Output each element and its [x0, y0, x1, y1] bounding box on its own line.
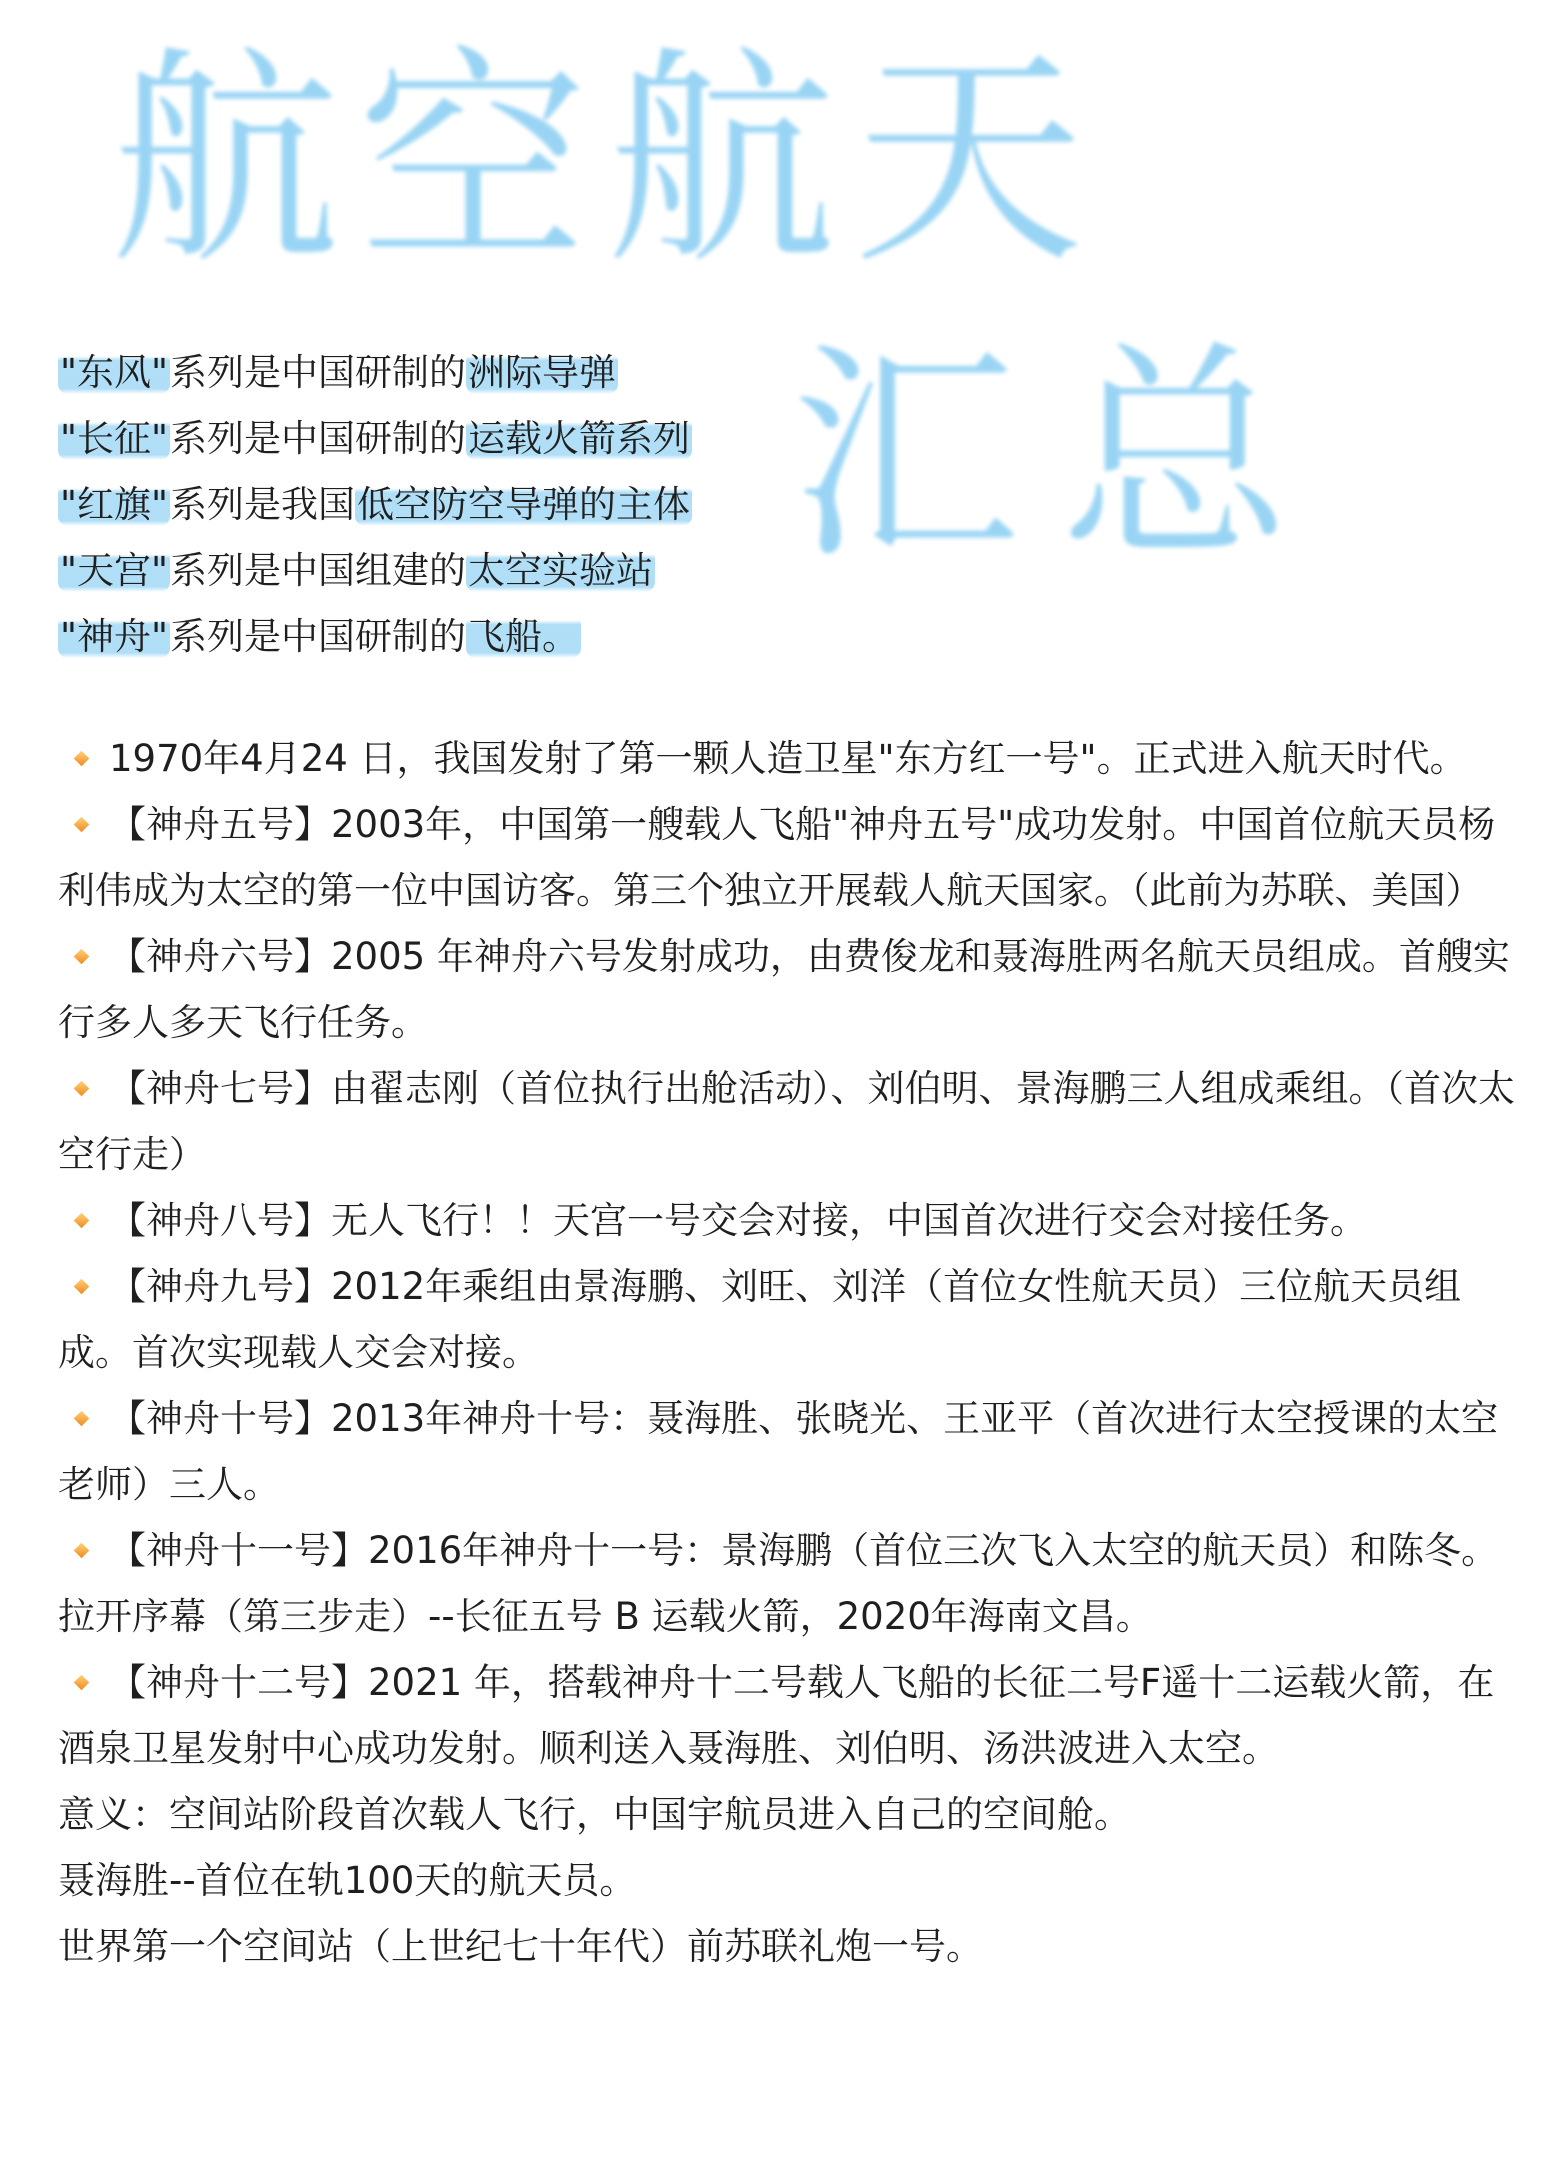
- series-type: 飞船。: [468, 615, 580, 658]
- timeline-item: 1970年4月24 日，我国发射了第一颗人造卫星"东方红一号"。正式进入航天时代。: [58, 726, 1518, 792]
- timeline-item: 【神舟六号】2005 年神舟六号发射成功，由费俊龙和聂海胜两名航天员组成。首艘实行多人多天飞行任务。: [58, 935, 1510, 1044]
- series-name: "东风": [60, 351, 169, 394]
- diamond-bullet-icon: [74, 1543, 90, 1559]
- timeline-item: 【神舟五号】2003年，中国第一艘载人飞船"神舟五号"成功发射。中国首位航天员杨利伟成为太空的第一位中国访客。第三个独立开展载人航天国家。（此前为苏联、美国）: [58, 803, 1496, 912]
- series-type: 太空实验站: [468, 549, 654, 592]
- series-name: "红旗": [60, 483, 169, 526]
- summary-line-changzheng: [58, 406, 692, 472]
- diamond-bullet-icon: [74, 817, 90, 833]
- diamond-bullet-icon: [74, 1411, 90, 1427]
- timeline-item: 【神舟十一号】2016年神舟十一号：景海鹏（首位三次飞入太空的航天员）和陈冬。拉开序幕（第三步走）--长征五号 B 运载火箭，2020年海南文昌。: [58, 1529, 1499, 1638]
- title-line1: 航空航天: [110, 28, 1103, 295]
- diamond-bullet-icon: [74, 751, 90, 767]
- series-desc: 系列是中国研制的: [170, 615, 467, 658]
- series-name: "长征": [60, 417, 169, 460]
- diamond-bullet-icon: [74, 1675, 90, 1691]
- salyut-note: 世界第一个空间站（上世纪七十年代）前苏联礼炮一号。: [58, 1925, 983, 1968]
- series-name: "天宫": [60, 549, 169, 592]
- series-desc: 系列是中国组建的: [170, 549, 467, 592]
- diamond-bullet-icon: [74, 1279, 90, 1295]
- nie-haisheng-note: 聂海胜--首位在轨100天的航天员。: [58, 1859, 637, 1902]
- timeline-item: 【神舟十号】2013年神舟十号：聂海胜、张晓光、王亚平（首次进行太空授课的太空老师）三人。: [58, 1397, 1499, 1506]
- series-summary: [58, 340, 692, 670]
- series-name: "神舟": [60, 615, 169, 658]
- diamond-bullet-icon: [74, 1213, 90, 1229]
- series-desc: 系列是我国: [170, 483, 356, 526]
- series-type: 运载火箭系列: [468, 417, 691, 460]
- series-type: 低空防空导弹的主体: [357, 483, 691, 526]
- summary-line-tiangong: [58, 538, 692, 604]
- summary-line-hongqi: [58, 472, 692, 538]
- timeline-item: 【神舟九号】2012年乘组由景海鹏、刘旺、刘洋（首位女性航天员）三位航天员组成。首次实现载人交会对接。: [58, 1265, 1462, 1374]
- series-type: 洲际导弹: [468, 351, 617, 394]
- timeline-item: 【神舟七号】由翟志刚（首位执行出舱活动）、刘伯明、景海鹏三人组成乘组。（首次太空行走）: [58, 1067, 1515, 1176]
- summary-line-shenzhou: [58, 604, 692, 670]
- diamond-bullet-icon: [74, 1081, 90, 1097]
- timeline: [58, 726, 1518, 1980]
- timeline-item: 【神舟八号】无人飞行！！天宫一号交会对接，中国首次进行交会对接任务。: [58, 1188, 1518, 1254]
- series-desc: 系列是中国研制的: [170, 351, 467, 394]
- significance-note: 意义：空间站阶段首次载人飞行，中国宇航员进入自己的空间舱。: [58, 1793, 1131, 1836]
- summary-line-dongfeng: [58, 340, 692, 406]
- diamond-bullet-icon: [74, 949, 90, 965]
- series-desc: 系列是中国研制的: [170, 417, 467, 460]
- title-line2: 汇总: [790, 323, 1330, 590]
- timeline-item: 【神舟十二号】2021 年，搭载神舟十二号载人飞船的长征二号F遥十二运载火箭，在酒泉卫星发射中心成功发射。顺利送入聂海胜、刘伯明、汤洪波进入太空。: [58, 1661, 1495, 1770]
